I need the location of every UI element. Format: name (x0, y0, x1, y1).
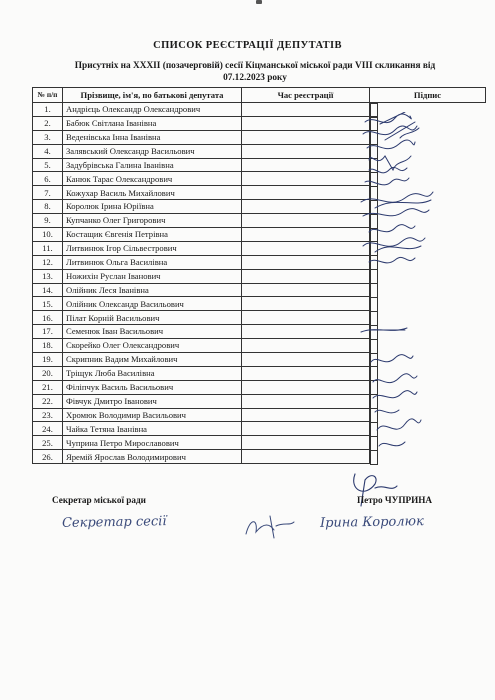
deputy-name: Семенюк Іван Васильович (63, 325, 242, 339)
row-number: 5. (33, 158, 63, 172)
header-signature: Підпис (370, 88, 486, 103)
registration-time (242, 241, 370, 255)
registration-time (242, 228, 370, 242)
registration-time (242, 436, 370, 450)
row-number: 7. (33, 186, 63, 200)
row-number: 16. (33, 311, 63, 325)
handwritten-note-right: Ірина Королюк (319, 514, 424, 531)
registration-time (242, 116, 370, 130)
registration-time (242, 103, 370, 117)
subtitle-line-1: Присутніх на XXXII (позачерговій) сесії Кіцманської міської ради VIII скликання від (74, 61, 436, 71)
registration-time (242, 130, 370, 144)
row-number: 12. (33, 255, 63, 269)
deputy-name: Купчанко Олег Григорович (63, 214, 242, 228)
row-number: 15. (33, 297, 63, 311)
registration-time (242, 450, 370, 464)
row-number: 20. (33, 366, 63, 380)
row-number: 14. (33, 283, 63, 297)
deputy-name: Чуприна Петро Мирославович (63, 436, 242, 450)
row-number: 1. (33, 103, 63, 117)
deputy-name: Веденівська Інна Іванівна (63, 130, 242, 144)
row-number: 24. (33, 422, 63, 436)
deputy-name: Бабюк Світлана Іванівна (63, 116, 242, 130)
deputy-name: Чайка Тетяна Іванівна (63, 422, 242, 436)
handwritten-initials (240, 512, 300, 542)
deputy-name: Скорейко Олег Олександрович (63, 339, 242, 353)
row-number: 21. (33, 380, 63, 394)
registration-time (242, 380, 370, 394)
row-number: 3. (33, 130, 63, 144)
registration-time (242, 200, 370, 214)
registration-time (242, 366, 370, 380)
deputy-name: Фівчук Дмитро Іванович (63, 394, 242, 408)
deputy-name: Трiщук Люба Василівна (63, 366, 242, 380)
registration-time (242, 297, 370, 311)
signatures-drawing (355, 112, 445, 457)
registration-time (242, 339, 370, 353)
registration-time (242, 283, 370, 297)
deputy-name: Олійник Олександр Васильович (63, 297, 242, 311)
row-number: 2. (33, 116, 63, 130)
registration-time (242, 144, 370, 158)
row-number: 22. (33, 394, 63, 408)
document-subtitle (60, 61, 450, 84)
deputy-name: Скрипник Вадим Михайлович (63, 353, 242, 367)
registration-time (242, 158, 370, 172)
deputy-name: Канюк Тарас Олександрович (63, 172, 242, 186)
row-number: 4. (33, 144, 63, 158)
row-number: 10. (33, 228, 63, 242)
deputy-name: Ножихін Руслан Іванович (63, 269, 242, 283)
row-number: 23. (33, 408, 63, 422)
row-number: 9. (33, 214, 63, 228)
secretary-label: Секретар міської ради (52, 495, 146, 505)
registration-time (242, 214, 370, 228)
handwritten-note-left: Секретар сесії (61, 514, 167, 531)
deputy-name: Пілат Корній Васильович (63, 311, 242, 325)
deputy-name: Залявський Олександр Васильович (63, 144, 242, 158)
deputy-name: Олійник Леся Іванівна (63, 283, 242, 297)
header-name: Прізвище, ім'я, по батькові депутата (63, 88, 242, 103)
deputy-name: Філіпчук Василь Васильович (63, 380, 242, 394)
registration-time (242, 408, 370, 422)
row-number: 18. (33, 339, 63, 353)
deputy-name: Костащик Євгенія Петрівна (63, 228, 242, 242)
registration-time (242, 269, 370, 283)
table-header-row (33, 88, 486, 103)
registration-time (242, 422, 370, 436)
registration-time (242, 172, 370, 186)
registration-time (242, 325, 370, 339)
row-number: 17. (33, 325, 63, 339)
deputy-name: Андрієць Олександр Олександрович (63, 103, 242, 117)
row-number: 11. (33, 241, 63, 255)
row-number: 6. (33, 172, 63, 186)
registration-time (242, 255, 370, 269)
secretary-name: Петро ЧУПРИНА (357, 495, 433, 505)
row-number: 13. (33, 269, 63, 283)
row-number: 19. (33, 353, 63, 367)
registration-time (242, 353, 370, 367)
deputy-name: Хромюк Володимир Васильович (63, 408, 242, 422)
deputy-name: Королюк Ірина Юріївна (63, 200, 242, 214)
header-num: № п/п (33, 88, 63, 103)
subtitle-line-2: 07.12.2023 року (223, 72, 287, 83)
document-title: СПИСОК РЕЄСТРАЦІЇ ДЕПУТАТІВ (153, 40, 342, 51)
deputy-name: Литвинюк Ігор Сільвестрович (63, 241, 242, 255)
deputy-name: Задубрівська Галина Іванівна (63, 158, 242, 172)
registration-time (242, 394, 370, 408)
row-number: 26. (33, 450, 63, 464)
deputy-name: Литвинюк Ольга Василівна (63, 255, 242, 269)
registration-time (242, 311, 370, 325)
registration-time (242, 186, 370, 200)
row-number: 8. (33, 200, 63, 214)
deputy-name: Кожухар Василь Михайлович (63, 186, 242, 200)
scan-mark (256, 0, 262, 4)
deputy-name: Яремій Ярослав Володимирович (63, 450, 242, 464)
row-number: 25. (33, 436, 63, 450)
header-time: Час реєстрації (242, 88, 370, 103)
